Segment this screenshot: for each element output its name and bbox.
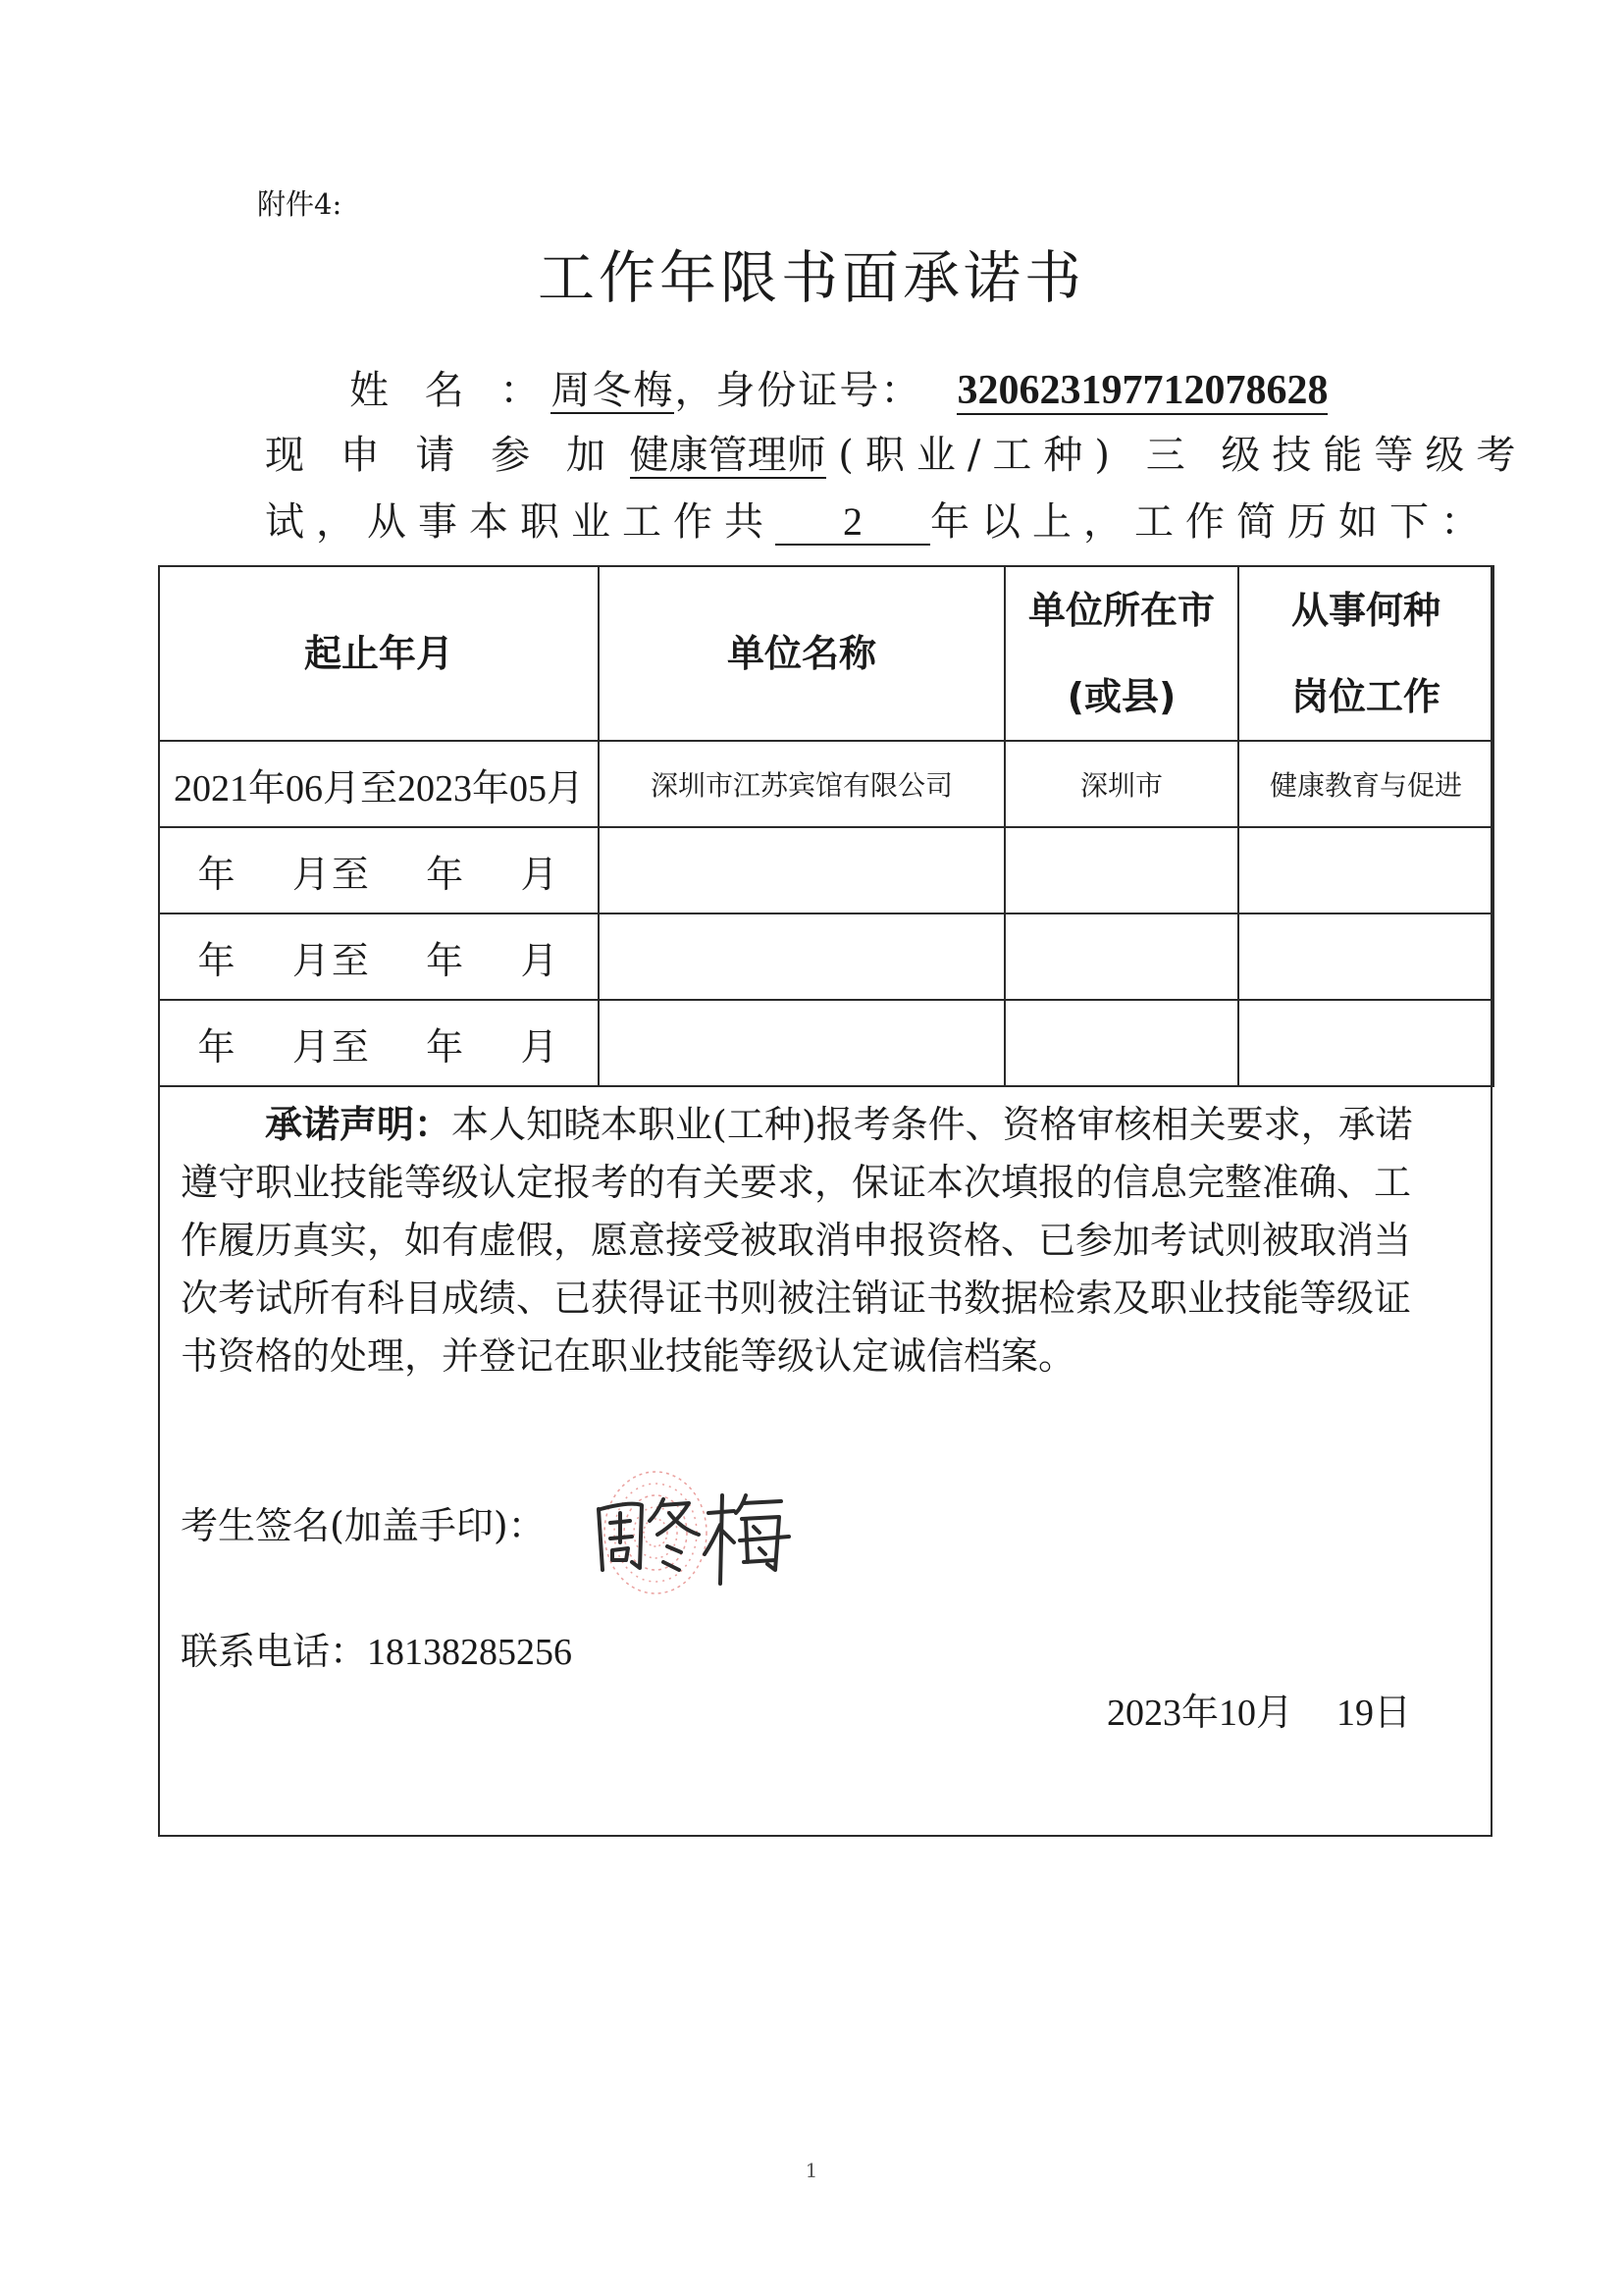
header-city-line1: 单位所在市 <box>1027 589 1215 632</box>
occupation-suffix: (职业/工种) 三 级技能等级考 <box>838 433 1528 478</box>
sign-date <box>1107 1682 1411 1736</box>
phone-number: 18138285256 <box>367 1632 573 1673</box>
years-prefix: 试，从事本职业工作共 <box>265 499 775 545</box>
table-row <box>159 741 1493 827</box>
row-unit <box>599 1000 1005 1086</box>
row-period: 2021年06月至2023年05月 <box>159 741 599 827</box>
row-post: 健康教育与促进 <box>1238 741 1493 827</box>
row-unit <box>599 913 1005 1000</box>
phone-label: 联系电话： <box>181 1630 368 1673</box>
page-number: 1 <box>805 2159 818 2182</box>
table-header-row <box>159 566 1493 741</box>
header-unit: 单位名称 <box>599 566 1005 741</box>
row-period: 年 月至 年 月 <box>159 913 599 1000</box>
promise-label: 承诺声明： <box>265 1102 452 1146</box>
signature-label: 考生签名(加盖手印)： <box>181 1504 546 1547</box>
row-post <box>1238 1000 1493 1086</box>
row-city <box>1005 913 1238 1000</box>
attachment-label: 附件4: <box>257 187 342 221</box>
promise-statement <box>181 1095 1427 1385</box>
row-unit: 深圳市江苏宾馆有限公司 <box>599 741 1005 827</box>
row-unit <box>599 827 1005 913</box>
applicant-name: 周冬梅 <box>550 368 675 413</box>
header-period: 起止年月 <box>159 566 599 741</box>
row-post <box>1238 913 1493 1000</box>
document-title: 工作年限书面承诺书 <box>537 244 1085 311</box>
header-post-line1: 从事何种 <box>1290 589 1440 632</box>
fingerprint-signature-image <box>579 1452 795 1619</box>
row-post <box>1238 827 1493 913</box>
contact-row <box>181 1621 572 1675</box>
row-city <box>1005 827 1238 913</box>
apply-line <box>265 424 1527 480</box>
work-history-table <box>158 565 1494 1087</box>
header-city <box>1005 566 1238 741</box>
header-post <box>1238 566 1493 741</box>
row-city: 深圳市 <box>1005 741 1238 827</box>
id-number: 320623197712078628 <box>957 368 1328 415</box>
apply-prefix: 现 申 请 参 加 <box>265 433 617 478</box>
table-row <box>159 827 1493 913</box>
name-label: 姓 名 ： <box>349 368 551 413</box>
signature-handwritten <box>579 1452 795 1623</box>
date-day: 19日 <box>1336 1693 1412 1734</box>
id-label: ，身份证号： <box>674 368 922 413</box>
years-suffix: 年以上，工作简历如下： <box>930 499 1492 545</box>
years-line <box>265 491 1492 547</box>
header-city-line2: (或县) <box>1067 675 1177 718</box>
years-value: 2 <box>775 500 930 546</box>
promise-text: 本人知晓本职业(工种)报考条件、资格审核相关要求，承诺遵守职业技能等级认定报考的有关要求，保证本次填报的信息完整准确、工作履历真实，如有虚假，愿意接受被取消申报资格、已参加考试则被取消当次考试所有科目成绩、已获得证书则被注销证书数据检索及职业技能等级证书资格的处理，并登记在职业技能等级认定诚信档案。 <box>181 1103 1413 1378</box>
row-period: 年 月至 年 月 <box>159 1000 599 1086</box>
applicant-line <box>349 359 1328 415</box>
header-post-line2: 岗位工作 <box>1290 675 1440 718</box>
table-row <box>159 913 1493 1000</box>
occupation: 健康管理师 <box>629 433 826 478</box>
row-period: 年 月至 年 月 <box>159 827 599 913</box>
date-year-month: 2023年10月 <box>1107 1693 1294 1734</box>
row-city <box>1005 1000 1238 1086</box>
table-row <box>159 1000 1493 1086</box>
